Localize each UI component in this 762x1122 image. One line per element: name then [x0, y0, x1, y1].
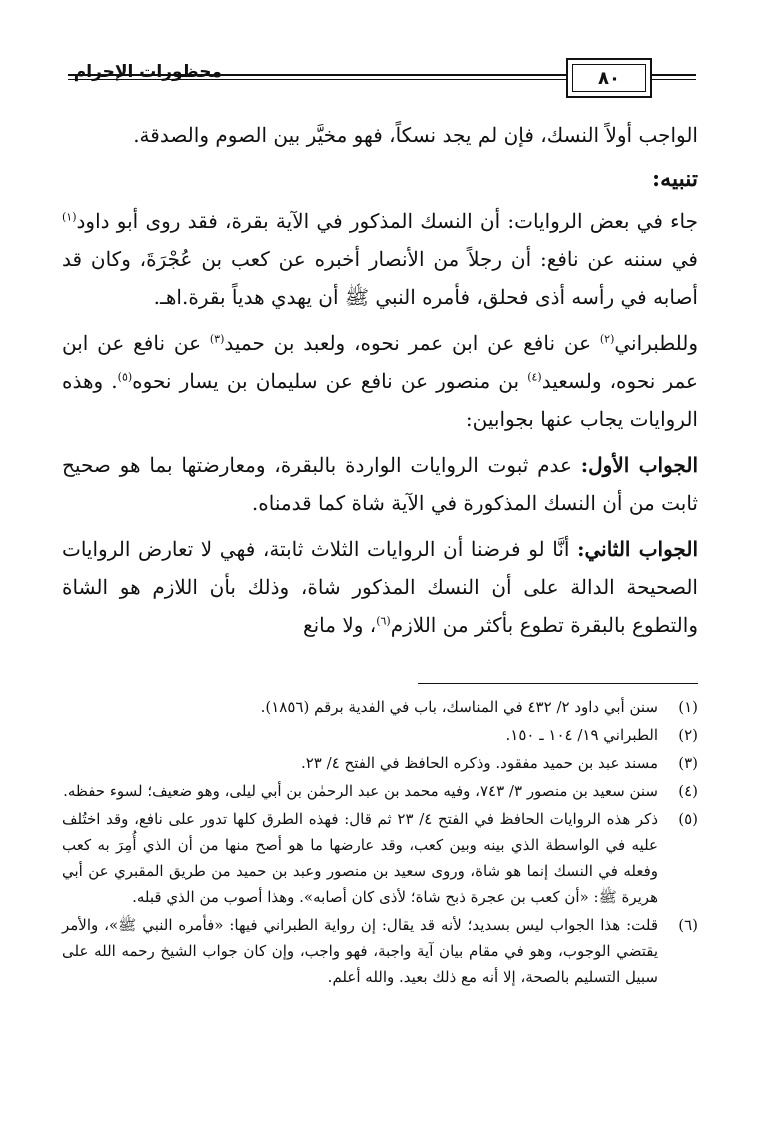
footnote-number: (٦) [678, 916, 698, 934]
text-run: أنَّا لو فرضنا أن الروايات الثلاث ثابتة، فهي لا تعارض الروايات الصحيحة الدالة على أن النسك المذكور شاة، وذلك بأن اللازم هو الشاة والتطوع بالبقرة تطوع بأكثر من اللازم [62, 537, 698, 637]
footnote-number: (٣) [678, 754, 698, 772]
footnote [62, 806, 698, 910]
footnote-text: ذكر هذه الروايات الحافظ في الفتح ٤/ ٢٣ ثم قال: فهذه الطرق كلها تدور على نافع، وقد اختُلف عليه في الواسطة الذي بينه وبين كعب، وقد عارضها ما هو أصح منها من أن الذي أُمِرَ به كعب وفعله في النسك إنما هو شاة، وروى سعيد بن منصور وعبد بن حميد من طريق المقبري عن أبي هريرة ﷺ: «أن كعب بن عجرة ذبح شاة؛ لأذى كان أصابه». وهذا أصوب من الذي قبله. [62, 810, 659, 906]
footnote-ref[interactable]: (١) [62, 210, 77, 224]
footnote-number: (٢) [678, 726, 698, 744]
footnote [62, 694, 698, 720]
answer-1 [62, 446, 698, 522]
footnote-text: قلت: هذا الجواب ليس بسديد؛ لأنه قد يقال: إن رواية الطبراني فيها: «فأمره النبي ﷺ»، والأمر يقتضي الوجوب، وهو في مقام بيان آية واجبة، فهو واجب، وإن كان جواب الشيخ رحمه الله على سبيل التسليم بالصحة، إلا أنه مع ذلك بعيد. والله أعلم. [62, 916, 658, 986]
text-run: وللطبراني [614, 331, 699, 355]
footnote-ref[interactable]: (٢) [599, 332, 615, 346]
paragraph-1: الواجب أولاً النسك، فإن لم يجد نسكاً، فهو مخيَّر بين الصوم والصدقة. [133, 123, 698, 147]
answer-2 [62, 530, 698, 644]
footnotes [62, 694, 698, 992]
footnote-text: سنن سعيد بن منصور ٣/ ٧٤٣، وفيه محمد بن عبد الرحمٰن بن أبي ليلى، وهو ضعيف؛ لسوء حفظه. [63, 782, 658, 800]
footnote-ref[interactable]: (٥) [117, 370, 133, 384]
footnote-text: مسند عبد بن حميد مفقود. وذكره الحافظ في الفتح ٤/ ٢٣. [300, 754, 658, 772]
text-run: عن نافع عن ابن عمر نحوه، ولعبد بن حميد [224, 331, 600, 355]
paragraph-2 [62, 202, 698, 316]
footnote [62, 750, 698, 776]
header-rule [68, 74, 566, 76]
footnote-separator [418, 683, 698, 684]
section-heading: تنبيه: [652, 166, 698, 192]
footnote-text: الطبراني ١٩/ ١٠٤ ـ ١٥٠. [505, 726, 658, 744]
text-run: . وهذه الروايات يجاب عنها بجوابين: [62, 369, 698, 431]
footnote [62, 912, 698, 990]
text-run: ، ولا مانع [302, 613, 377, 637]
text-run: بن منصور عن نافع عن سليمان بن يسار نحوه [132, 369, 528, 393]
footnote-number: (٥) [678, 810, 698, 828]
footnote-ref[interactable]: (٣) [209, 332, 225, 346]
footnote-number: (١) [678, 698, 698, 716]
footnote-ref[interactable]: (٤) [527, 370, 542, 384]
page-number: ٨٠ [598, 67, 620, 89]
text-run: عن نافع عن ابن عمر نحوه، ولسعيد [62, 331, 698, 393]
text-run: في سننه عن نافع: أن رجلاً من الأنصار أخبره عن كعب بن عُجْرَةَ، وكان قد أصابه في رأسه أذى فحلق، فأمره النبي ﷺ أن يهدي هدياً بقرة.اهـ. [62, 247, 698, 309]
footnote-ref[interactable]: (٦) [376, 614, 391, 628]
text-run: عدم ثبوت الروايات الواردة بالبقرة، ومعارضتها بما هو صحيح ثابت من أن النسك المذكورة في الآية شاة كما قدمناه. [62, 453, 698, 515]
header-rule [652, 79, 696, 80]
footnote-text: سنن أبي داود ٢/ ٤٣٢ في المناسك، باب في الفدية برقم (١٨٥٦). [260, 698, 658, 716]
footnote [62, 722, 698, 748]
header-rule [652, 74, 696, 76]
text-run: جاء في بعض الروايات: أن النسك المذكور في الآية بقرة، فقد روى أبو داود [76, 209, 698, 233]
footnote-number: (٤) [678, 782, 698, 800]
running-header-title: محظورات الإحرام [73, 62, 222, 82]
page-number-inner-frame [572, 64, 646, 92]
footnote [62, 778, 698, 804]
answer-label: الجواب الثاني: [577, 537, 698, 561]
main-text [62, 116, 698, 644]
page-number-frame [566, 58, 652, 98]
paragraph-3 [62, 324, 698, 438]
answer-label: الجواب الأول: [580, 453, 698, 477]
header-rule [68, 79, 566, 80]
